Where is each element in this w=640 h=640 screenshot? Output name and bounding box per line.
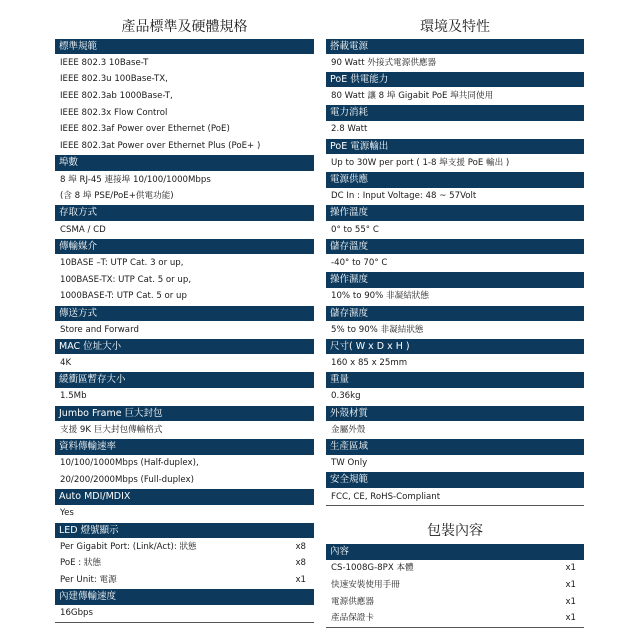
spec-row <box>326 188 584 205</box>
spec-value: 16Gbps <box>60 608 93 619</box>
section-header: 重量 <box>326 372 584 388</box>
spec-value: -40° to 70° C <box>331 257 388 268</box>
spec-qty: x8 <box>295 558 306 569</box>
section-header: 操作溫度 <box>326 205 584 221</box>
spec-value: 1.5Mb <box>60 391 87 402</box>
spec-qty: x8 <box>295 541 306 552</box>
spec-row <box>326 388 584 405</box>
spec-row <box>326 121 584 138</box>
spec-row <box>55 555 314 572</box>
spec-value: 10/100/1000Mbps (Half-duplex), <box>60 458 199 469</box>
package-item-label: 電源供應器 <box>331 596 374 607</box>
spec-row <box>55 255 314 272</box>
section-header: LED 燈號顯示 <box>55 523 314 539</box>
spec-row <box>55 121 314 138</box>
spec-value: 8 埠 RJ-45 連接埠 10/100/1000Mbps <box>60 174 211 185</box>
spec-label: PoE : 狀態 <box>60 558 102 569</box>
spec-value: FCC, CE, RoHS-Compliant <box>331 491 441 502</box>
section-header: 標準規範 <box>55 39 314 55</box>
package-item <box>326 610 584 628</box>
spec-value: 0° to 55° C <box>331 224 379 235</box>
spec-value: 160 x 85 x 25mm <box>331 358 408 369</box>
spec-row <box>55 455 314 472</box>
spec-row <box>55 105 314 122</box>
spec-row <box>326 88 584 105</box>
package-item-qty: x1 <box>565 596 576 607</box>
spec-row <box>326 322 584 339</box>
section-header: 儲存濕度 <box>326 306 584 322</box>
environment-column <box>326 16 584 628</box>
spec-row <box>55 272 314 289</box>
spec-value: 0.36kg <box>331 391 361 402</box>
package-items <box>326 560 584 628</box>
package-item <box>326 577 584 594</box>
package-item-label: 快速安裝使用手冊 <box>331 580 400 591</box>
spec-row <box>55 222 314 239</box>
spec-row <box>326 155 584 172</box>
spec-value: (含 8 埠 PSE/PoE+供電功能) <box>60 191 174 202</box>
spec-value: 1000BASE-T: UTP Cat. 5 or up <box>60 291 187 302</box>
spec-value: IEEE 802.3ab 1000Base-T, <box>60 91 173 102</box>
section-header: 傳輸媒介 <box>55 239 314 255</box>
hardware-spec-column <box>55 16 314 623</box>
spec-row <box>55 55 314 72</box>
spec-value: 90 Watt 外接式電源供應器 <box>331 57 437 68</box>
section-header: 尺寸( W x D x H ) <box>326 339 584 355</box>
spec-qty: x1 <box>295 575 306 585</box>
spec-value: 2.8 Watt <box>331 124 368 135</box>
spec-value: 10BASE –T: UTP Cat. 3 or up, <box>60 257 184 268</box>
spec-row <box>326 288 584 305</box>
spec-value: 金屬外殼 <box>331 424 366 435</box>
section-header: 電源供應 <box>326 172 584 188</box>
spec-value: 4K <box>60 358 72 369</box>
section-header: Auto MDI/MDIX <box>55 489 314 505</box>
spec-label: Per Unit: 電源 <box>60 575 117 585</box>
spec-row <box>55 572 314 589</box>
section-header: 內建傳輸速度 <box>55 589 314 605</box>
spec-row <box>326 455 584 472</box>
spec-value: IEEE 802.3 10Base-T <box>60 57 149 68</box>
spec-row <box>55 188 314 205</box>
spec-value: IEEE 802.3u 100Base-TX, <box>60 74 168 85</box>
spec-row <box>326 55 584 72</box>
section-header: PoE 供電能力 <box>326 72 584 88</box>
hardware-spec-title: 產品標準及硬體規格 <box>121 19 248 35</box>
section-header: 存取方式 <box>55 205 314 221</box>
package-header: 內容 <box>326 544 584 560</box>
spec-value: 支援 9K 巨大封包傳輸格式 <box>60 424 163 435</box>
spec-value: CSMA / CD <box>60 224 106 235</box>
section-header: 操作濕度 <box>326 272 584 288</box>
spec-row <box>326 222 584 239</box>
spec-label: Per Gigabit Port: (Link/Act): 狀態 <box>60 541 197 552</box>
package-item-label: 產品保證卡 <box>331 613 374 624</box>
section-header: PoE 電源輸出 <box>326 139 584 155</box>
section-header: 外殼材質 <box>326 406 584 422</box>
spec-row <box>55 472 314 489</box>
spec-value: 5% to 90% 非凝結狀態 <box>331 324 424 335</box>
spec-value: 100BASE-TX: UTP Cat. 5 or up, <box>60 274 192 285</box>
package-contents <box>326 520 584 628</box>
spec-value: IEEE 802.3af Power over Ethernet (PoE) <box>60 124 230 135</box>
spec-row <box>326 255 584 272</box>
spec-row <box>326 355 584 372</box>
spec-row <box>326 422 584 439</box>
spec-row <box>326 489 584 507</box>
spec-row <box>55 322 314 339</box>
package-title: 包裝內容 <box>427 523 483 540</box>
spec-value: Store and Forward <box>60 324 139 335</box>
spec-value: IEEE 802.3x Flow Control <box>60 107 168 118</box>
spec-value: 20/200/2000Mbps (Full-duplex) <box>60 474 194 485</box>
spec-row <box>55 288 314 305</box>
environment-sections <box>326 39 584 507</box>
spec-row <box>55 422 314 439</box>
spec-value: 10% to 90% 非凝結狀態 <box>331 291 429 302</box>
spec-value: Up to 30W per port ( 1-8 埠支援 PoE 輸出 ) <box>331 157 510 168</box>
hardware-spec-sections <box>55 39 314 623</box>
spec-row <box>55 88 314 105</box>
package-item-qty: x1 <box>565 613 576 624</box>
section-header: 安全規範 <box>326 472 584 488</box>
spec-row <box>55 539 314 556</box>
package-item-qty: x1 <box>565 563 576 574</box>
spec-value: TW Only <box>331 458 368 469</box>
section-header: 搭載電源 <box>326 39 584 55</box>
section-header: 儲存溫度 <box>326 239 584 255</box>
section-header: MAC 位址大小 <box>55 339 314 355</box>
spec-row <box>55 505 314 522</box>
package-item-qty: x1 <box>565 580 576 591</box>
package-item <box>326 560 584 577</box>
spec-row <box>55 71 314 88</box>
environment-title: 環境及特性 <box>420 19 490 35</box>
spec-row <box>55 138 314 155</box>
section-header: 埠數 <box>55 155 314 171</box>
section-header: 傳送方式 <box>55 306 314 322</box>
spec-row <box>55 605 314 623</box>
section-header: 電力消耗 <box>326 105 584 121</box>
package-item-label: CS-1008G-8PX 本體 <box>331 563 414 574</box>
spec-row <box>55 388 314 405</box>
spec-value: IEEE 802.3at Power over Ethernet Plus (PoE+ ) <box>60 141 261 152</box>
section-header: 生產區域 <box>326 439 584 455</box>
section-header: 資料傳輸速率 <box>55 439 314 455</box>
spec-value: DC In : Input Voltage: 48 ~ 57Volt <box>331 191 477 202</box>
spec-row <box>55 172 314 189</box>
spec-value: 80 Watt 讓 8 埠 Gigabit PoE 埠共同使用 <box>331 91 494 102</box>
spec-row <box>55 355 314 372</box>
section-header: 緩衝區暫存大小 <box>55 372 314 388</box>
section-header: Jumbo Frame 巨大封包 <box>55 406 314 422</box>
package-item <box>326 594 584 611</box>
spec-value: Yes <box>60 508 74 519</box>
